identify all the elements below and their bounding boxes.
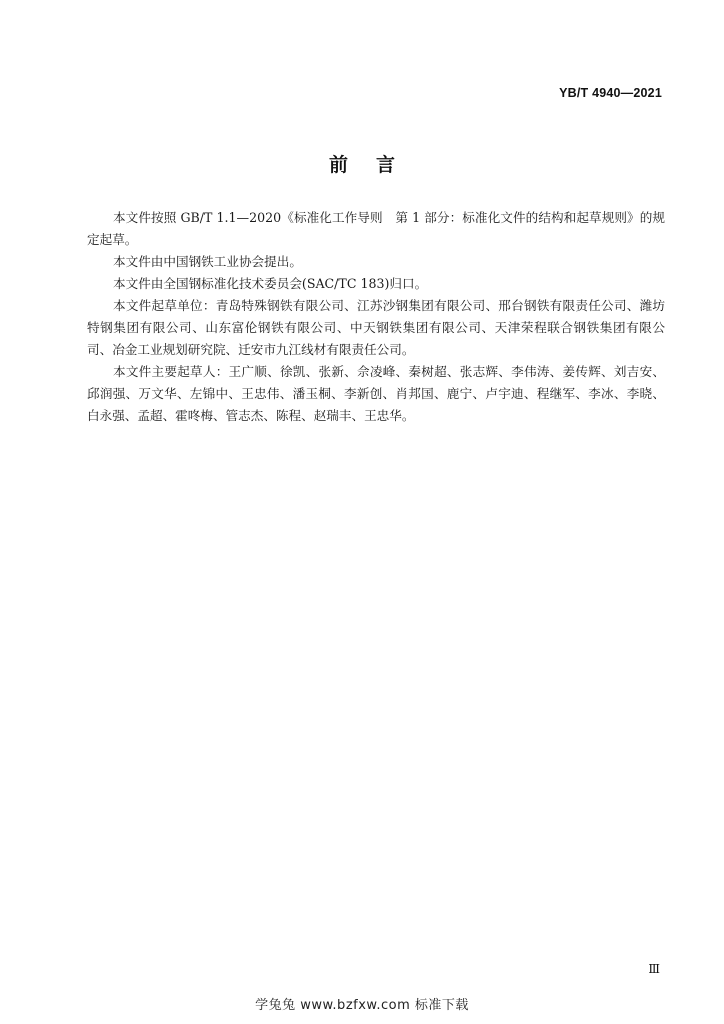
paragraph-drafting-units: 本文件起草单位：青岛特殊钢铁有限公司、江苏沙钢集团有限公司、邢台钢铁有限责任公司、潍坊特钢集团有限公司、山东富伦钢铁有限公司、中天钢铁集团有限公司、天津荣程联合钢铁集团有限公司、冶金工业规划研究院、迁安市九江线材有限责任公司。: [87, 298, 665, 357]
paragraph-drafting-rules: 本文件按照 GB/T 1.1—2020《标准化工作导则 第 1 部分：标准化文件的结构和起草规则》的规定起草。: [87, 210, 665, 247]
footer-watermark: 学兔兔 www.bzfxw.com 标准下载: [255, 998, 469, 1013]
page-title: 前言: [328, 154, 423, 176]
standard-number: YB/T 4940—2021: [559, 86, 662, 100]
paragraph-proposer: 本文件由中国钢铁工业协会提出。: [113, 254, 302, 269]
foreword-body: [87, 207, 665, 427]
paragraph-administrator: 本文件由全国钢标准化技术委员会(SAC/TC 183)归口。: [113, 276, 428, 291]
page-number: Ⅲ: [648, 962, 660, 976]
paragraph-drafters: 本文件主要起草人：王广顺、徐凯、张新、佘凌峰、秦树超、张志辉、李伟涛、姜传辉、刘吉安、邱润强、万文华、左锦中、王忠伟、潘玉桐、李新创、肖邦国、鹿宁、卢宇迪、程继军、李冰、李晓、白永强、孟超、霍咚梅、管志杰、陈程、赵瑞丰、王忠华。: [87, 364, 665, 423]
